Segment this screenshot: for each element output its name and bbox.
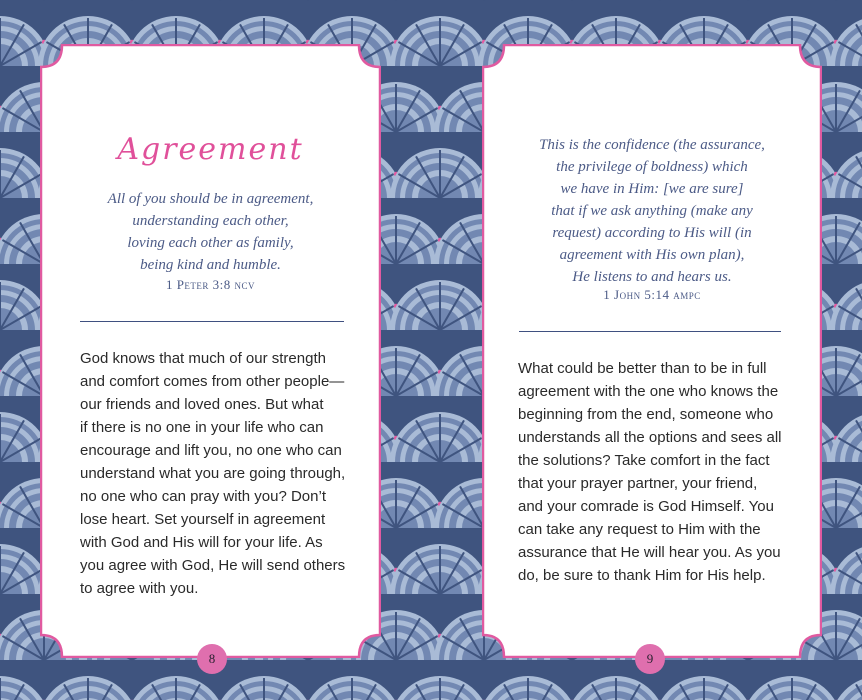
verse-line: loving each other as family, — [127, 235, 294, 251]
verse-line: This is the confidence (the assurance, — [539, 137, 765, 153]
page-title: Agreement — [117, 132, 304, 167]
verse-line: being kind and humble. — [140, 257, 281, 273]
body-line: no one who can pray with you? Don’t — [80, 488, 326, 505]
body-line: God knows that much of our strength — [80, 350, 326, 367]
body-line: can take any request to Him with the — [518, 521, 761, 538]
body-line: you agree with God, He will send others — [80, 557, 346, 574]
scripture-verse — [40, 188, 381, 276]
body-line: our friends and loved ones. But what — [80, 396, 324, 413]
verse-line: agreement with His own plan), — [559, 247, 745, 263]
body-line: agreement with the one who knows the — [518, 383, 779, 400]
body-line: understand what you are going through, — [80, 465, 346, 482]
body-line: beginning from the end, someone who — [518, 406, 774, 423]
verse-line: All of you should be in agreement, — [107, 191, 314, 207]
body-line: the solutions? Take comfort in the fact — [518, 452, 770, 469]
body-line: to agree with you. — [80, 580, 199, 597]
page-number-badge: 8 — [197, 644, 227, 674]
body-line: understands all the options and sees all — [518, 429, 782, 446]
body-line: assurance that He will hear you. As you — [518, 544, 781, 561]
body-line: do, be sure to thank Him for His help. — [518, 567, 766, 584]
scripture-verse — [482, 134, 822, 288]
devotional-body — [80, 347, 345, 600]
body-line: lose heart. Set yourself in agreement — [80, 511, 326, 528]
verse-line: that if we ask anything (make any — [551, 203, 753, 219]
devotional-body — [518, 357, 782, 587]
body-line: with God and His will for your life. As — [80, 534, 323, 551]
verse-line: request) according to His will (in — [552, 225, 752, 241]
divider-rule — [80, 321, 344, 322]
right-page-card — [482, 44, 822, 666]
left-page-card — [40, 44, 381, 666]
page-number-badge: 9 — [635, 644, 665, 674]
body-line: What could be better than to be in full — [518, 360, 767, 377]
reference-text: 1 John 5:14 ampc — [603, 287, 701, 302]
reference-text: 1 Peter 3:8 ncv — [165, 277, 256, 292]
verse-line: He listens to and hears us. — [572, 269, 732, 285]
body-line: and your comrade is God Himself. You — [518, 498, 774, 515]
scripture-reference — [40, 277, 381, 293]
body-line: and comfort comes from other people— — [80, 373, 345, 390]
verse-line: understanding each other, — [132, 213, 289, 229]
scripture-reference — [482, 287, 822, 303]
body-line: if there is no one in your life who can — [80, 419, 324, 436]
verse-line: we have in Him: [we are sure] — [560, 181, 744, 197]
verse-line: the privilege of boldness) which — [556, 159, 748, 175]
divider-rule — [519, 331, 781, 332]
body-line: encourage and lift you, no one who can — [80, 442, 342, 459]
body-line: that your prayer partner, your friend, — [518, 475, 758, 492]
